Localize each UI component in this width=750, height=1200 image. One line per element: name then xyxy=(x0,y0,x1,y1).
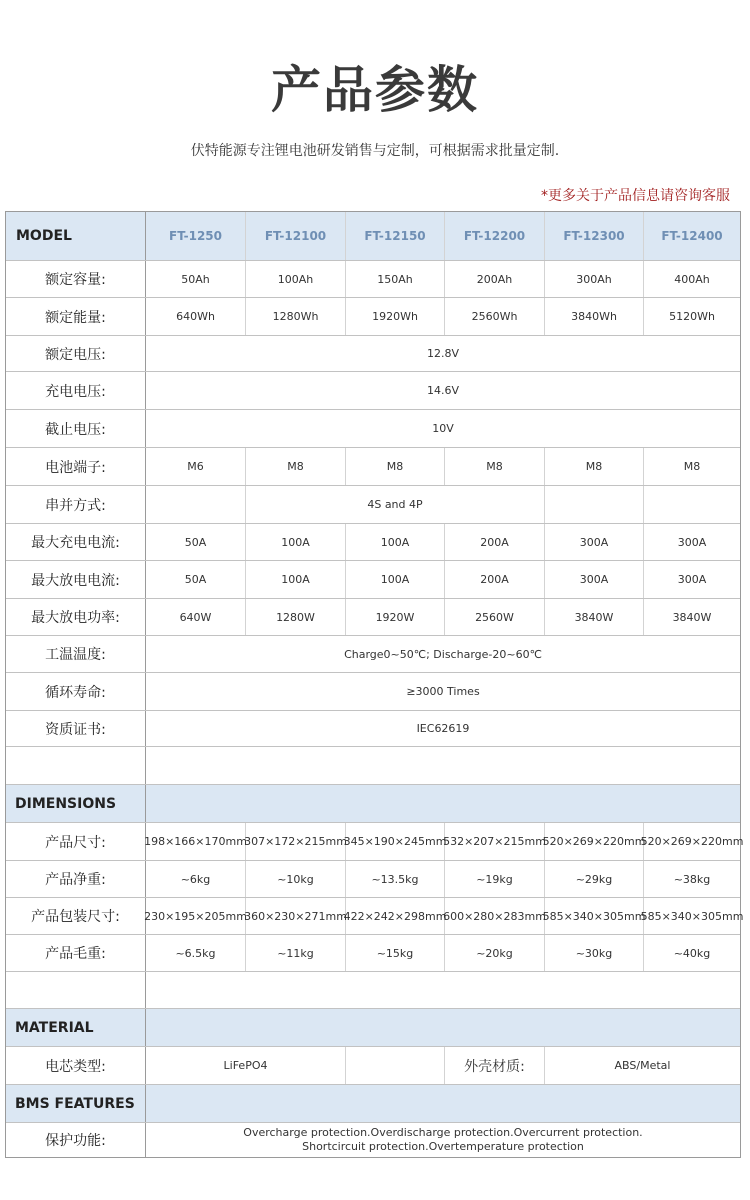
max-charge-current-row xyxy=(6,524,740,561)
value-cell: 200A xyxy=(445,524,545,560)
value-cell: 520×269×220mm xyxy=(640,835,744,848)
row-label: 循环寿命: xyxy=(6,673,146,710)
value-cell: 1280Wh xyxy=(246,298,346,335)
value-cell: ~30kg xyxy=(545,935,644,971)
value-cell: 3840W xyxy=(672,610,712,624)
value-cell: 1920W xyxy=(346,599,445,635)
value-cell: 400Ah xyxy=(674,272,710,286)
blank-row xyxy=(6,747,740,785)
row-label: 产品毛重: xyxy=(6,935,146,971)
merged-value-cell: ≥3000 Times xyxy=(406,685,480,698)
value-cell: 198×166×170mm xyxy=(146,823,246,860)
value-cell: 200A xyxy=(445,561,545,598)
value-cell: M8 xyxy=(246,448,346,485)
section-label: DIMENSIONS xyxy=(6,785,146,822)
row-label: 工温温度: xyxy=(6,636,146,672)
capacity-row xyxy=(6,261,740,298)
merged-value-cell: 10V xyxy=(432,422,454,435)
page-title: 产品参数 xyxy=(271,61,479,119)
row-label: 产品包装尺寸: xyxy=(6,898,146,934)
model-ft-12100: FT-12100 xyxy=(246,212,346,260)
value-cell: 100A xyxy=(246,524,346,560)
value-cell: ~20kg xyxy=(445,935,545,971)
row-label: 保护功能: xyxy=(6,1123,146,1157)
value-cell: 3840Wh xyxy=(545,298,644,335)
dimensions-section-row xyxy=(6,785,740,823)
empty-cell xyxy=(6,972,146,1008)
shell-material-value: ABS/Metal xyxy=(614,1059,671,1072)
material-section-row xyxy=(6,1009,740,1047)
merged-value-cell: IEC62619 xyxy=(416,722,470,735)
net-weight-row xyxy=(6,861,740,898)
value-cell: 532×207×215mm xyxy=(445,823,545,860)
blank-row xyxy=(6,972,740,1009)
value-cell: ~40kg xyxy=(673,946,711,960)
row-label: 资质证书: xyxy=(6,711,146,746)
row-label: 额定容量: xyxy=(6,261,146,297)
value-cell: 360×230×271mm xyxy=(246,898,346,934)
model-label: MODEL xyxy=(6,212,146,260)
value-cell: 300A xyxy=(677,535,707,549)
value-cell: 3840W xyxy=(545,599,644,635)
model-ft-1250: FT-1250 xyxy=(146,212,246,260)
value-cell: 100A xyxy=(346,561,445,598)
value-cell: M8 xyxy=(683,460,701,473)
empty-cell xyxy=(644,486,740,523)
merged-value-cell: 4S and 4P xyxy=(246,486,545,523)
section-label: MATERIAL xyxy=(6,1009,146,1046)
voltage-row xyxy=(6,336,740,372)
protection-row xyxy=(6,1123,740,1157)
value-cell: M8 xyxy=(445,448,545,485)
bms-section-row xyxy=(6,1085,740,1123)
row-label: 最大放电功率: xyxy=(6,599,146,635)
value-cell: 640W xyxy=(146,599,246,635)
row-label: 额定电压: xyxy=(6,336,146,371)
row-label: 最大放电电流: xyxy=(6,561,146,598)
value-cell: 345×190×245mm xyxy=(346,823,445,860)
value-cell: ~15kg xyxy=(346,935,445,971)
value-cell: ~38kg xyxy=(673,872,711,886)
model-header-row xyxy=(6,212,740,261)
empty-cell xyxy=(146,486,246,523)
max-discharge-power-row xyxy=(6,599,740,636)
value-cell: 230×195×205mm xyxy=(146,898,246,934)
series-parallel-row xyxy=(6,486,740,524)
value-cell: ~11kg xyxy=(246,935,346,971)
charge-voltage-row xyxy=(6,372,740,410)
spec-table xyxy=(5,211,744,1158)
value-cell: 520×269×220mm xyxy=(545,823,644,860)
value-cell: 100A xyxy=(346,524,445,560)
row-label: 产品净重: xyxy=(6,861,146,897)
value-cell: ~13.5kg xyxy=(346,861,445,897)
model-ft-12400: FT-12400 xyxy=(661,229,723,243)
value-cell: 422×242×298mm xyxy=(346,898,445,934)
max-discharge-current-row xyxy=(6,561,740,599)
value-cell: 5120Wh xyxy=(669,310,715,323)
shell-material-label: 外壳材质: xyxy=(445,1047,545,1084)
value-cell: 585×340×305mm xyxy=(640,909,744,923)
row-label: 额定能量: xyxy=(6,298,146,335)
row-label: 最大充电电流: xyxy=(6,524,146,560)
value-cell: 640Wh xyxy=(146,298,246,335)
value-cell: 2560Wh xyxy=(445,298,545,335)
value-cell: 2560W xyxy=(445,599,545,635)
value-cell: ~19kg xyxy=(445,861,545,897)
value-cell: 50Ah xyxy=(146,261,246,297)
model-ft-12300: FT-12300 xyxy=(545,212,644,260)
value-cell: 1280W xyxy=(246,599,346,635)
size-row xyxy=(6,823,744,861)
value-cell: 300A xyxy=(545,524,644,560)
value-cell: 300A xyxy=(677,573,707,586)
row-label: 截止电压: xyxy=(6,410,146,447)
model-ft-12200: FT-12200 xyxy=(445,212,545,260)
material-row xyxy=(6,1047,740,1085)
certificate-row xyxy=(6,711,740,747)
row-label: 电池端子: xyxy=(6,448,146,485)
value-cell: 200Ah xyxy=(445,261,545,297)
merged-value-cell: 14.6V xyxy=(426,384,460,397)
cutoff-voltage-row xyxy=(6,410,740,448)
value-cell: ~6kg xyxy=(146,861,246,897)
empty-cell xyxy=(346,1047,445,1084)
row-label: 产品尺寸: xyxy=(6,823,146,860)
merged-value-cell: Charge0~50℃; Discharge-20~60℃ xyxy=(344,647,542,661)
value-cell: ~10kg xyxy=(246,861,346,897)
merged-value-cell: 12.8V xyxy=(426,347,460,360)
value-cell: 585×340×305mm xyxy=(545,898,644,934)
value-cell: 600×280×283mm xyxy=(445,898,545,934)
value-cell: 100A xyxy=(246,561,346,598)
row-label: 串并方式: xyxy=(6,486,146,523)
protection-value xyxy=(146,1123,740,1157)
protection-line-1: Overcharge protection.Overdischarge protection.Overcurrent protection. xyxy=(243,1126,643,1139)
gross-weight-row xyxy=(6,935,740,972)
page-subtitle: 伏特能源专注锂电池研发销售与定制，可根据需求批量定制. xyxy=(190,143,560,159)
value-cell: M8 xyxy=(545,448,644,485)
value-cell: ~6.5kg xyxy=(146,935,246,971)
section-label: BMS FEATURES xyxy=(6,1085,146,1122)
value-cell: 307×172×215mm xyxy=(246,823,346,860)
value-cell: M8 xyxy=(346,448,445,485)
value-cell: 150Ah xyxy=(346,261,445,297)
row-label: 电芯类型: xyxy=(6,1047,146,1084)
empty-cell xyxy=(6,747,146,784)
cell-type-value: LiFePO4 xyxy=(146,1047,346,1084)
model-ft-12150: FT-12150 xyxy=(346,212,445,260)
empty-cell xyxy=(545,486,644,523)
value-cell: 100Ah xyxy=(246,261,346,297)
contact-note: *更多关于产品信息请咨询客服 xyxy=(541,188,730,204)
value-cell: 50A xyxy=(146,524,246,560)
cycle-life-row xyxy=(6,673,740,711)
protection-line-2: Shortcircuit protection.Overtemperature protection xyxy=(302,1140,584,1153)
value-cell: ~29kg xyxy=(545,861,644,897)
row-label: 充电电压: xyxy=(6,372,146,409)
package-size-row xyxy=(6,898,744,935)
value-cell: 300Ah xyxy=(545,261,644,297)
value-cell: 1920Wh xyxy=(346,298,445,335)
terminal-row xyxy=(6,448,740,486)
value-cell: M6 xyxy=(146,448,246,485)
value-cell: 300A xyxy=(545,561,644,598)
temperature-row xyxy=(6,636,740,673)
value-cell: 50A xyxy=(146,561,246,598)
energy-row xyxy=(6,298,740,336)
